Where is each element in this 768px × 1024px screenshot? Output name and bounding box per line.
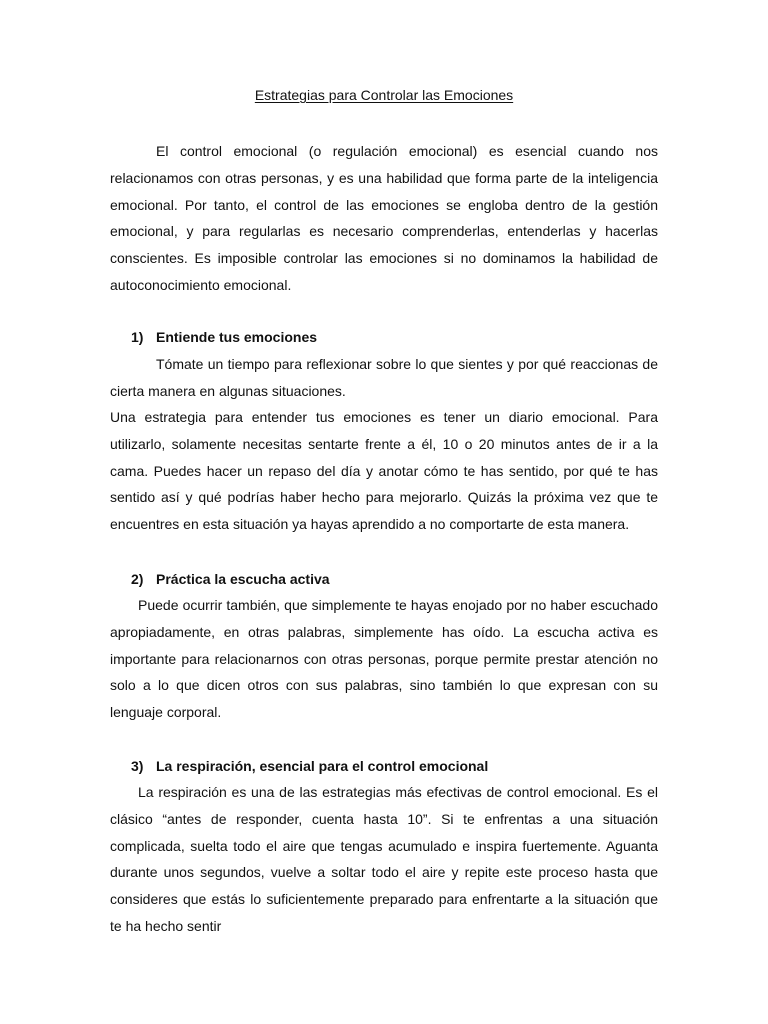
section-1-heading — [131, 329, 317, 345]
section-2-title: Práctica la escucha activa — [156, 571, 330, 587]
section-1-paragraph-2: Una estrategia para entender tus emociones es tener un diario emocional. Para utilizarlo, solamente necesitas sentarte frente a él, 10 o 20 minutos antes de ir a la cama. Puedes hacer un repaso del día y anotar cómo te has sentido, por qué te has sentido así y qué podrías haber hecho para mejorarlo. Quizás la próxima vez que te encuentres en esta situación ya hayas aprendido a no comportarte de esta manera. — [110, 409, 658, 533]
section-3-heading — [131, 758, 488, 774]
section-1-title: Entiende tus emociones — [156, 329, 318, 345]
section-1-paragraph-1: Tómate un tiempo para reflexionar sobre lo que sientes y por qué reaccionas de cierta manera en algunas situaciones. — [110, 356, 658, 399]
intro-paragraph: El control emocional (o regulación emocional) es esencial cuando nos relacionamos con otras personas, y es una habilidad que forma parte de la inteligencia emocional. Por tanto, el control de las emociones se engloba dentro de la gestión emocional, y para regularlas es necesario comprenderlas, entenderlas y hacerlas conscientes. Es imposible controlar las emociones si no dominamos la habilidad de autoconocimiento emocional. — [110, 143, 658, 293]
section-2-heading — [131, 571, 330, 587]
section-1-number: 1) — [131, 329, 144, 345]
section-2-number: 2) — [131, 571, 144, 587]
section-3-number: 3) — [131, 758, 144, 774]
document-title: Estrategias para Controlar las Emociones — [254, 87, 514, 103]
section-2-paragraph-1: Puede ocurrir también, que simplemente te hayas enojado por no haber escuchado apropiadamente, en otras palabras, simplemente has oído. La escucha activa es importante para relacionarnos con otras personas, porque permite prestar atención no solo a lo que dicen otros con sus palabras, sino también lo que expresan con su lenguaje corporal. — [110, 597, 658, 721]
section-3-title: La respiración, esencial para el control emocional — [156, 758, 489, 774]
section-3-paragraph-1: La respiración es una de las estrategias más efectivas de control emocional. Es el clásico “antes de responder, cuenta hasta 10”. Si te enfrentas a una situación complicada, suelta todo el aire que tengas acumulado e inspira fuertemente. Aguanta durante unos segundos, vuelve a soltar todo el aire y repite este proceso hasta que consideres que estás lo suficientemente preparado para enfrentarte a la situación que te ha hecho sentir — [110, 784, 658, 934]
